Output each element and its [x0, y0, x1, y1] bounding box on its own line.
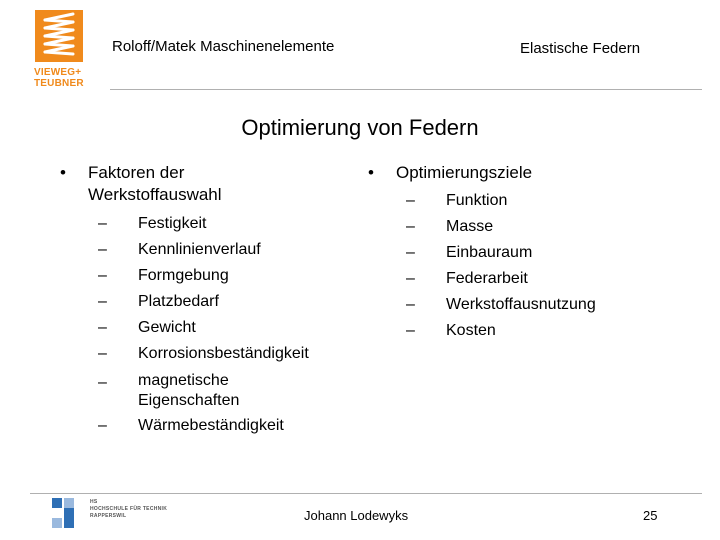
list-item: – Formgebung	[98, 267, 229, 284]
logo-square-icon	[64, 498, 74, 508]
list-item: – Masse	[406, 218, 494, 235]
header-divider	[110, 89, 702, 90]
page-number: 25	[643, 508, 658, 523]
right-column	[366, 162, 686, 344]
list-item: – Federarbeit	[406, 270, 528, 287]
list-item: – Platzbedarf	[98, 293, 219, 310]
list-item: – Einbauraum	[406, 244, 533, 261]
university-logo	[52, 496, 182, 530]
left-bullet-heading	[58, 162, 358, 206]
slide-title: Optimierung von Federn	[241, 115, 479, 140]
right-heading: Optimierungsziele	[396, 163, 533, 182]
left-heading-line1: Faktoren der	[88, 163, 185, 182]
logo-square-icon	[64, 508, 74, 518]
university-logo-abbr: HS	[90, 499, 98, 505]
list-item: – Festigkeit	[98, 215, 207, 232]
logo-text-vieweg: VIEWEG+	[34, 67, 82, 78]
bullet-dot: •	[60, 163, 66, 182]
left-sub-list	[98, 211, 358, 439]
footer-divider	[30, 493, 702, 494]
bullet-dot: •	[368, 163, 374, 182]
list-item: – Kennlinienverlauf	[98, 241, 261, 258]
header-book-title: Roloff/Matek Maschinenelemente	[112, 38, 335, 55]
list-item: – Kosten	[406, 322, 496, 339]
list-item: – Werkstoffausnutzung	[406, 296, 596, 313]
list-item: – magnetische Eigenschaften	[98, 372, 240, 409]
list-item: – Gewicht	[98, 319, 196, 336]
university-logo-city: RAPPERSWIL	[90, 513, 127, 519]
logo-text-teubner: TEUBNER	[34, 78, 84, 89]
list-item: – Funktion	[406, 192, 508, 209]
logo-square-icon	[64, 518, 74, 528]
left-column	[58, 162, 358, 439]
logo-square-icon	[52, 518, 62, 528]
right-sub-list	[406, 188, 686, 344]
spring-logo-icon	[35, 10, 83, 62]
left-heading-line2: Werkstoffauswahl	[88, 185, 222, 204]
university-logo-name: HOCHSCHULE FÜR TECHNIK	[90, 506, 168, 512]
logo-square-icon	[52, 498, 62, 508]
publisher-logo	[34, 10, 92, 88]
list-item: – Wärmebeständigkeit	[98, 417, 284, 434]
footer-author: Johann Lodewyks	[304, 508, 409, 523]
header-chapter-title: Elastische Federn	[520, 40, 641, 57]
right-bullet-heading	[366, 162, 686, 184]
list-item: – Korrosionsbeständigkeit	[98, 345, 309, 362]
